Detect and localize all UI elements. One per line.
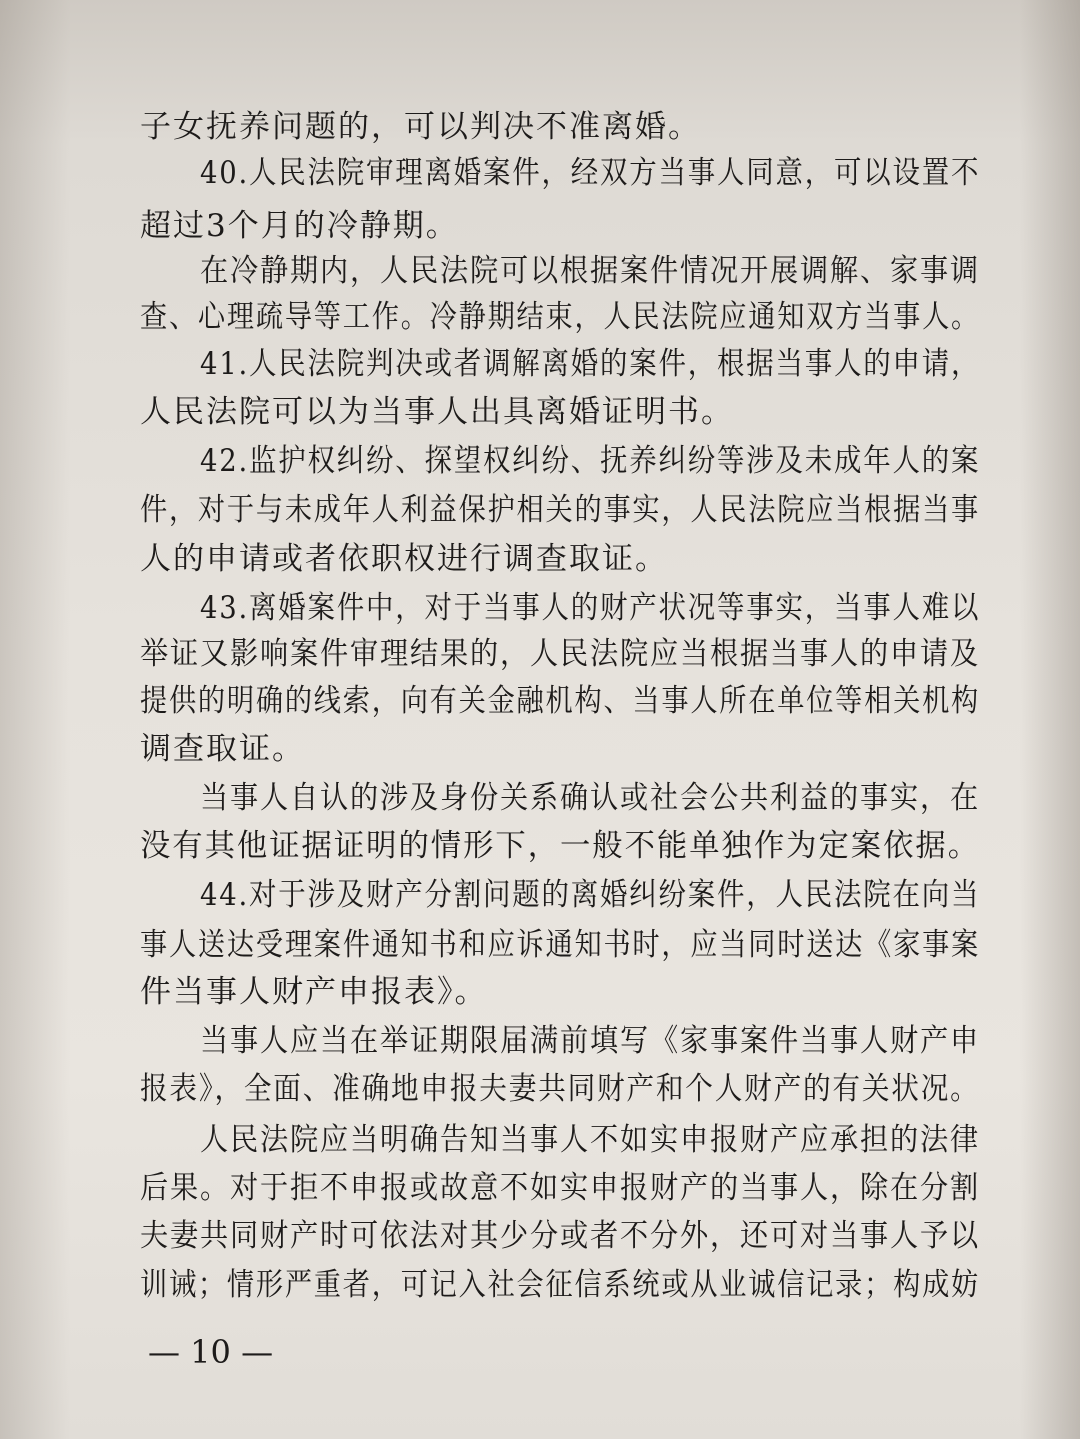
text-line: 子女抚养问题的，可以判决不准离婚。 [140,109,701,145]
text-line: 后果。对于拒不申报或故意不如实申报财产的当事人，除在分割 [140,1170,980,1206]
text-line: 夫妻共同财产时可依法对其少分或者不分外，还可对当事人予以 [140,1218,980,1254]
page-number: — 10 — [148,1333,274,1371]
text-line: 件，对于与未成年人利益保护相关的事实，人民法院应当根据当事 [140,492,980,528]
text-line: 举证又影响案件审理结果的，人民法院应当根据当事人的申请及 [140,636,980,672]
text-line: 没有其他证据证明的情形下，一般不能单独作为定案依据。 [140,828,980,864]
text-line: 40.人民法院审理离婚案件，经双方当事人同意，可以设置不 [200,155,981,191]
text-line: 超过3个月的冷静期。 [140,208,459,244]
page-shadow-right [1020,0,1080,1439]
text-line: 事人送达受理案件通知书和应诉通知书时，应当同时送达《家事案 [140,927,980,963]
text-line: 在冷静期内，人民法院可以根据案件情况开展调解、家事调 [200,253,980,289]
text-line: 人民法院可以为当事人出具离婚证明书。 [140,394,734,430]
text-line: 提供的明确的线索，向有关金融机构、当事人所在单位等相关机构 [140,683,980,719]
text-line: 43.离婚案件中，对于当事人的财产状况等事实，当事人难以 [200,590,981,626]
text-line: 44.对于涉及财产分割问题的离婚纠纷案件，人民法院在向当 [200,877,981,913]
text-line: 42.监护权纠纷、探望权纠纷、抚养纠纷等涉及未成年人的案 [200,443,981,479]
page-shadow-left [0,0,70,1439]
text-line: 41.人民法院判决或者调解离婚的案件，根据当事人的申请， [200,346,981,382]
text-line: 件当事人财产申报表》。 [140,974,488,1010]
text-line: 当事人应当在举证期限届满前填写《家事案件当事人财产申 [200,1023,980,1059]
text-line: 人民法院应当明确告知当事人不如实申报财产应承担的法律 [200,1122,980,1158]
text-line: 调查取证。 [140,731,305,767]
text-line: 报表》，全面、准确地申报夫妻共同财产和个人财产的有关状况。 [140,1071,980,1107]
text-line: 训诫；情形严重者，可记入社会征信系统或从业诚信记录；构成妨 [140,1267,980,1303]
text-line: 人的申请或者依职权进行调查取证。 [140,541,668,577]
text-line: 当事人自认的涉及身份关系确认或社会公共利益的事实，在 [200,780,980,816]
text-line: 查、心理疏导等工作。冷静期结束，人民法院应通知双方当事人。 [140,299,980,335]
